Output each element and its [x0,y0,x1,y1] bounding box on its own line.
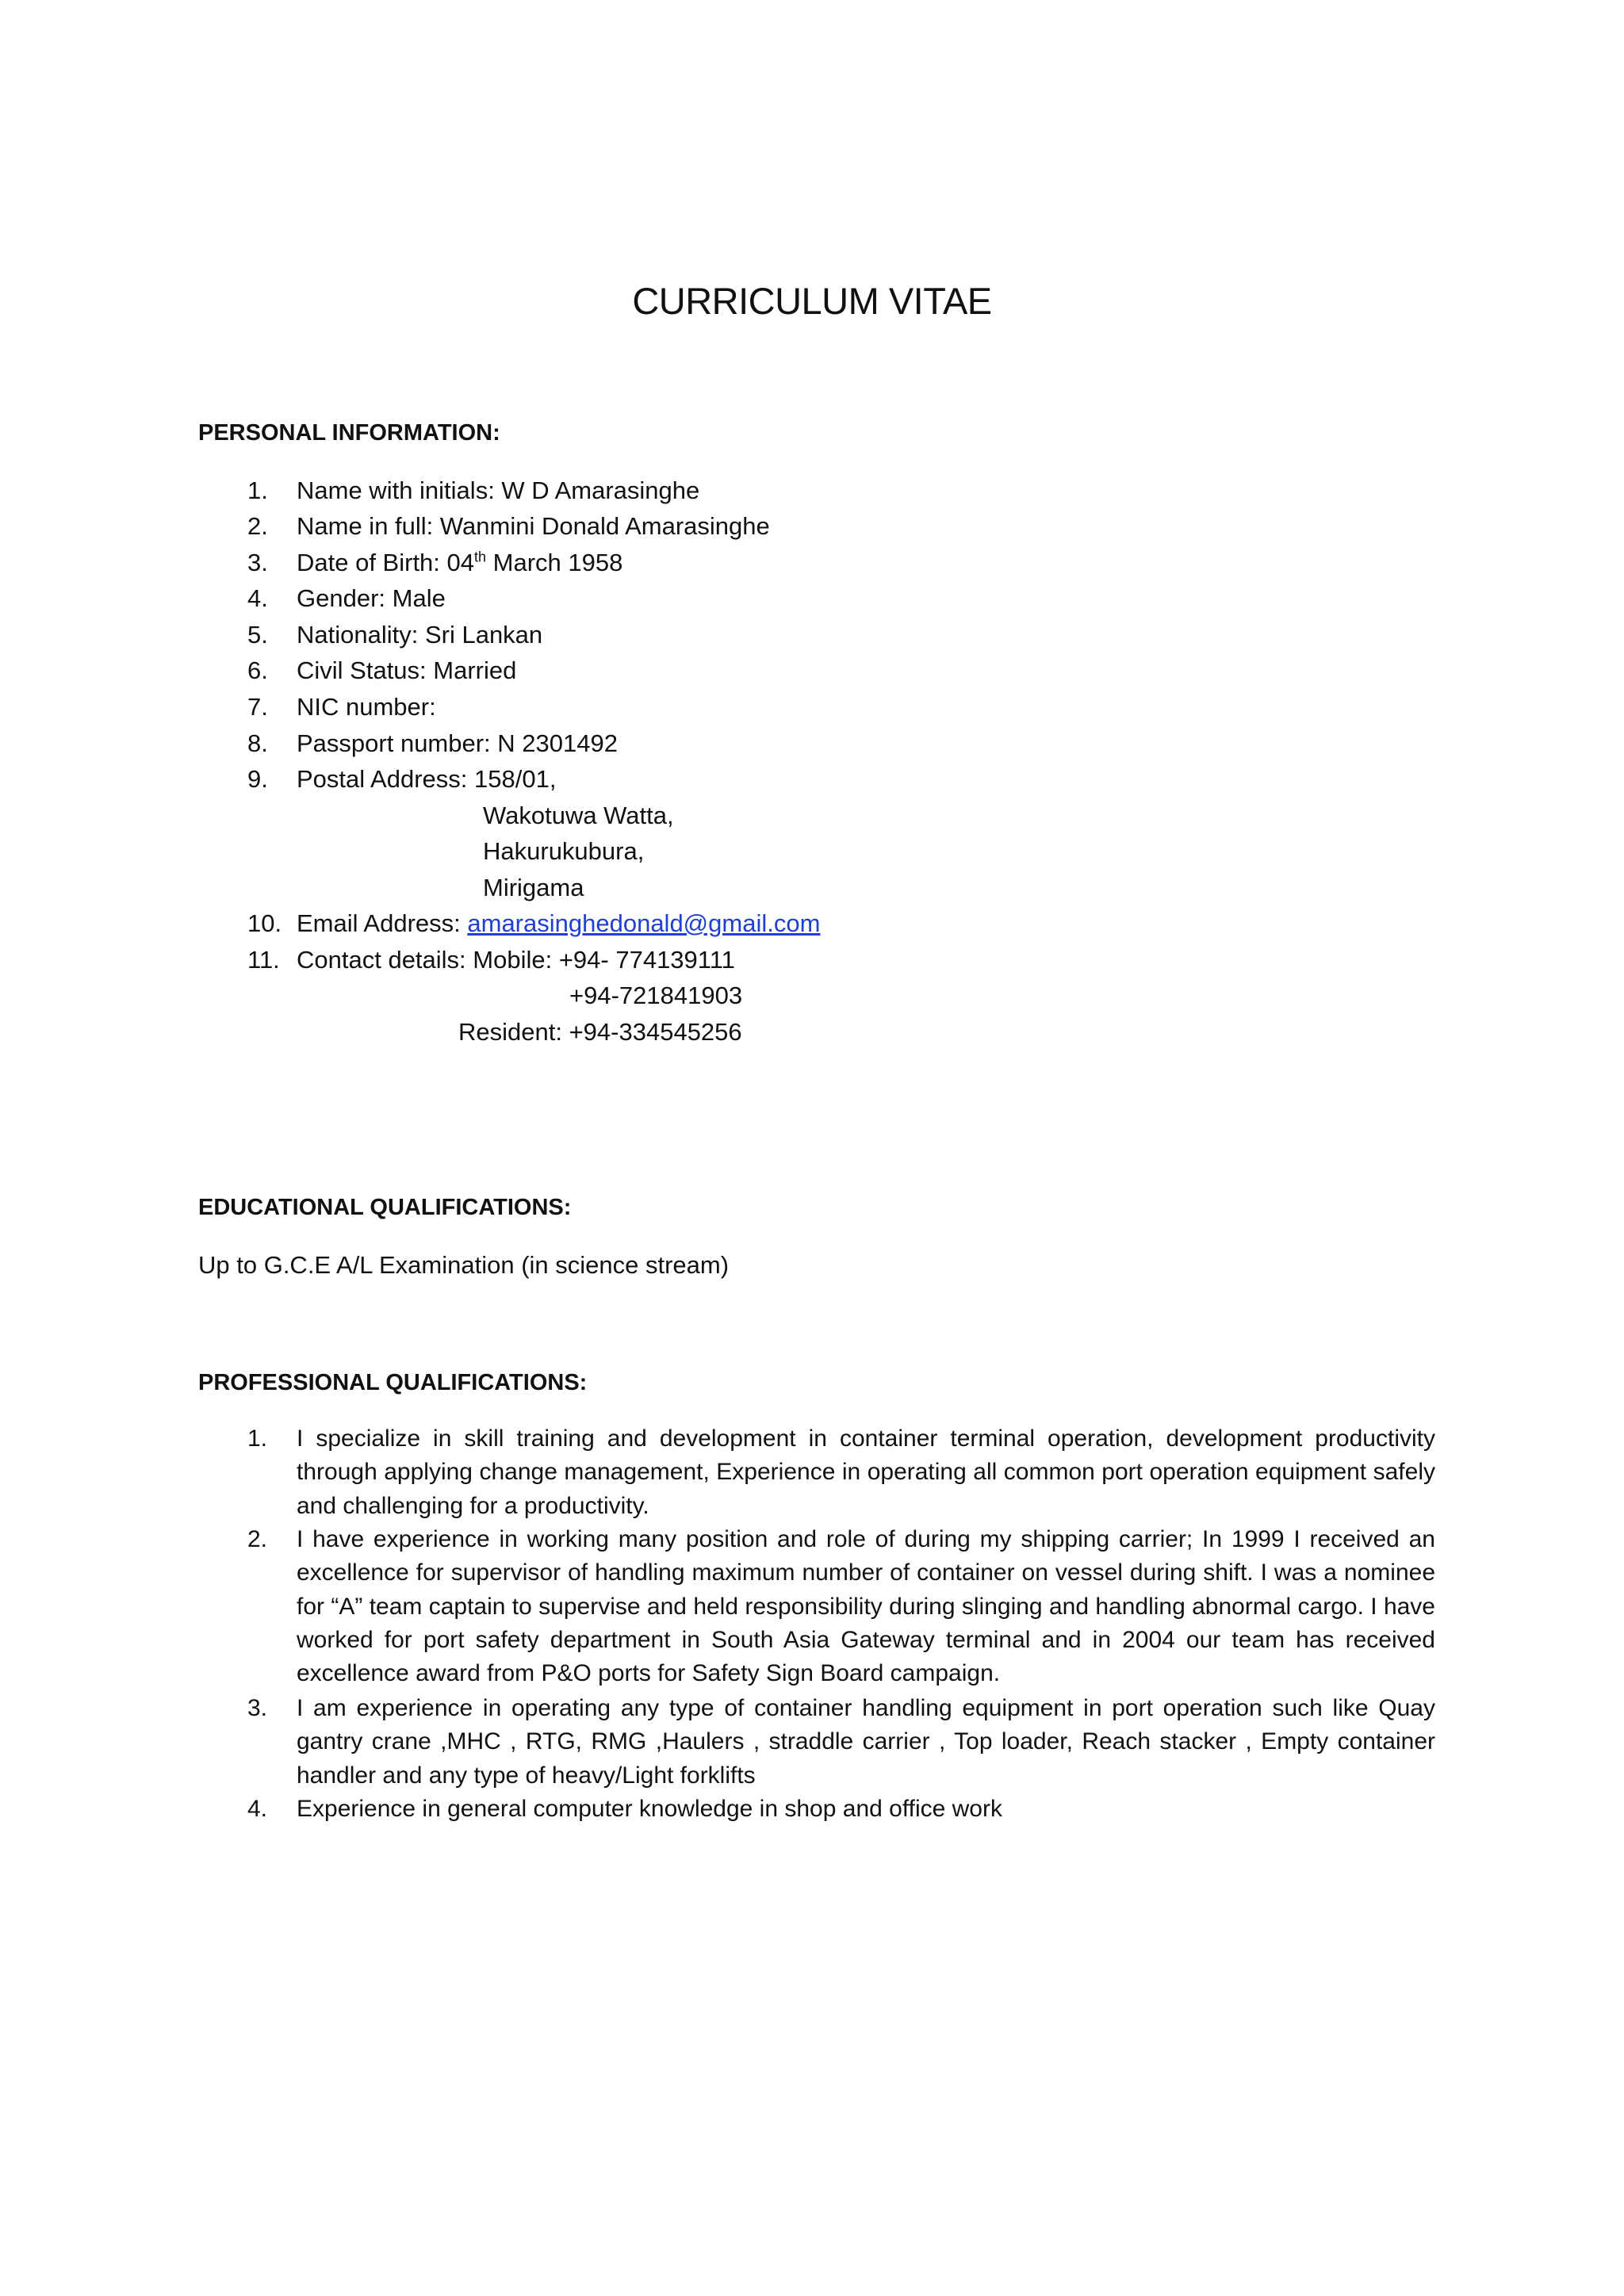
personal-information-heading: PERSONAL INFORMATION: [198,420,500,446]
nic-number: NIC number: [297,693,436,721]
list-number: 6. [247,656,268,684]
professional-qualifications-heading: PROFESSIONAL QUALIFICATIONS: [198,1370,588,1395]
list-number: 2. [247,1526,268,1552]
list-number: 1. [247,1425,268,1452]
list-number: 4. [247,1796,268,1822]
list-number: 4. [247,584,268,612]
ordinal-suffix: th [474,549,487,565]
professional-item: I have experience in working many position and role of during my shipping carrier; In 1999 I received an excellence for supervisor of handling maximum number of container on vessel during shift. I was a nominee for “A” team captain to supervise and held responsibility during slinging and handling abnormal cargo. I have worked for port safety department in South Asia Gateway terminal and in 2004 our team has received excellence award from P&O ports for Safety Sign Board campaign. [297,1526,1435,1687]
name-in-full: Name in full: Wanmini Donald Amarasinghe [297,512,770,540]
document-title: CURRICULUM VITAE [632,280,992,322]
list-number: 2. [247,512,268,540]
address-line: Hakurukubura, [483,837,645,865]
list-number: 8. [247,729,268,757]
list-number: 3. [247,549,268,576]
postal-address: Postal Address: 158/01, [297,765,557,793]
professional-item: I specialize in skill training and development in container terminal operation, development productivity through applying change management, Experience in operating all common port operation equipment safely and challenging for a productivity. [297,1425,1435,1519]
passport-number: Passport number: N 2301492 [297,729,618,757]
civil-status: Civil Status: Married [297,656,517,684]
gender: Gender: Male [297,584,446,612]
list-number: 7. [247,693,268,721]
education-text: Up to G.C.E A/L Examination (in science stream) [198,1251,730,1279]
list-number: 5. [247,621,268,649]
professional-item: I am experience in operating any type of container handling equipment in port operation such like Quay gantry crane ,MHC , RTG, RMG ,Haulers , straddle carrier , Top loader, Reach stacker , Empty container handler and any type of heavy/Light forklifts [297,1695,1435,1789]
professional-item: Experience in general computer knowledge in shop and office work [297,1796,1002,1822]
name-with-initials: Name with initials: W D Amarasinghe [297,476,700,504]
email-address [297,905,820,942]
list-number: 10. [247,909,282,937]
address-line: Wakotuwa Watta, [483,802,674,829]
email-link[interactable]: amarasinghedonald@gmail.com [467,909,821,937]
date-of-birth [297,545,622,581]
date-of-birth-rest: March 1958 [486,549,623,576]
list-number: 3. [247,1695,268,1721]
list-number: 11. [247,946,280,974]
email-label: Email Address: [297,909,468,937]
list-number: 9. [247,765,268,793]
address-line: Mirigama [483,874,584,901]
list-number: 1. [247,476,268,504]
contact-details: Contact details: Mobile: +94- 774139111 [297,946,735,974]
mobile-number-2: +94-721841903 [569,982,743,1009]
resident-number: Resident: +94-334545256 [458,1018,742,1046]
nationality: Nationality: Sri Lankan [297,621,543,649]
date-of-birth-label: Date of Birth: 04 [297,549,475,576]
educational-qualifications-heading: EDUCATIONAL QUALIFICATIONS: [198,1195,572,1220]
